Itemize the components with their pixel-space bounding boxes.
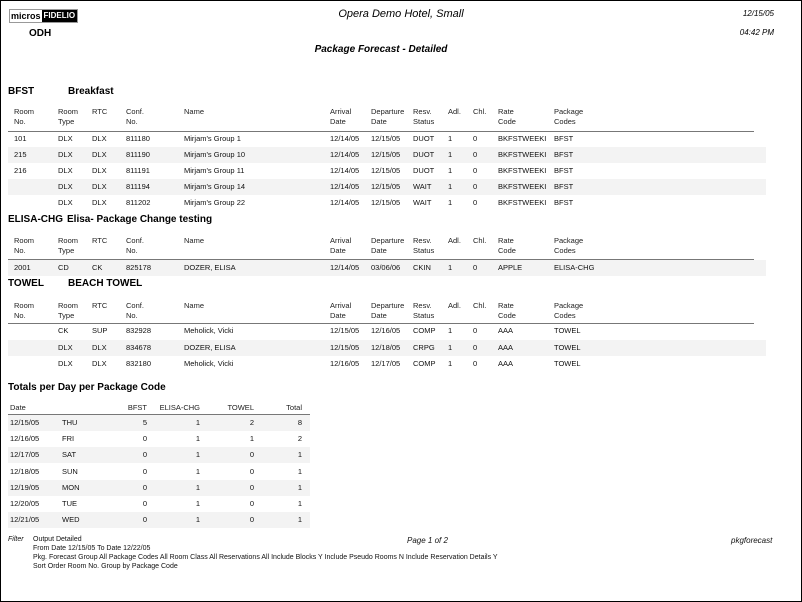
totals-total-cell: 1 xyxy=(297,515,302,525)
column-header-rate-code-line2: Code xyxy=(498,311,516,320)
rtc-cell: DLX xyxy=(92,182,107,191)
column-header-package-codes-line2: Codes xyxy=(554,117,576,126)
column-header-arrival-date-line1: Arrival xyxy=(330,301,352,310)
rate-code-cell: BKFSTWEEKI xyxy=(498,150,547,159)
totals-bfst-cell: 0 xyxy=(142,482,147,492)
departure-date-cell: 12/18/05 xyxy=(371,342,401,352)
resv-status-cell: DUOT xyxy=(413,150,435,159)
filter-label: Filter xyxy=(8,536,24,543)
totals-towel-cell: 0 xyxy=(249,466,254,476)
adults-cell: 1 xyxy=(448,134,453,143)
package-codes-cell: BFST xyxy=(554,198,574,207)
rtc-cell: DLX xyxy=(92,198,107,207)
hotel-name: Opera Demo Hotel, Small xyxy=(338,8,464,20)
column-header-rate-code-line1: Rate xyxy=(498,236,514,245)
name-cell: Mirjam's Group 14 xyxy=(184,182,246,191)
column-header-room-type-line1: Room xyxy=(58,236,79,245)
section-code: ELISA-CHG xyxy=(8,214,63,225)
property-code: ODH xyxy=(29,28,52,39)
column-header-room-no-line2: No. xyxy=(14,311,26,320)
package-codes-cell: BFST xyxy=(554,182,574,191)
departure-date-cell: 12/16/05 xyxy=(371,326,401,335)
column-header-departure-date-line2: Date xyxy=(371,311,387,320)
column-header-children-line1: Chl. xyxy=(473,236,487,245)
resv-status-cell: CKIN xyxy=(413,263,431,272)
column-header-conf-no-line1: Conf. xyxy=(126,107,144,116)
totals-total-cell: 1 xyxy=(297,450,302,460)
column-header-conf-no-line2: No. xyxy=(126,117,138,126)
conf-no-cell: 811190 xyxy=(126,150,150,159)
totals-total-cell: 2 xyxy=(297,434,302,444)
column-header-rtc-line1: RTC xyxy=(92,301,108,310)
departure-date-cell: 12/17/05 xyxy=(371,359,401,368)
column-header-room-no-line1: Room xyxy=(14,301,35,310)
package-codes-cell: BFST xyxy=(554,150,574,159)
column-header-name-line1: Name xyxy=(184,301,205,310)
adults-cell: 1 xyxy=(448,263,453,272)
rate-code-cell: APPLE xyxy=(498,263,523,272)
conf-no-cell: 825178 xyxy=(126,263,152,272)
totals-day-cell: THU xyxy=(62,418,78,427)
departure-date-cell: 12/15/05 xyxy=(371,182,401,191)
package-codes-cell: BFST xyxy=(554,134,574,143)
column-header-children-line1: Chl. xyxy=(473,107,487,116)
column-header-arrival-date-line1: Arrival xyxy=(330,236,352,245)
adults-cell: 1 xyxy=(448,342,453,352)
column-header-resv-status-line1: Resv. xyxy=(413,301,432,310)
rtc-cell: DLX xyxy=(92,359,107,368)
arrival-date-cell: 12/14/05 xyxy=(330,166,360,175)
column-header-departure-date-line1: Departure xyxy=(371,301,405,310)
column-header-conf-no-line1: Conf. xyxy=(126,236,144,245)
room-no-cell: 216 xyxy=(14,166,27,175)
arrival-date-cell: 12/14/05 xyxy=(330,134,360,143)
adults-cell: 1 xyxy=(448,359,453,368)
totals-towel-cell: 0 xyxy=(249,515,254,525)
filter-line: From Date 12/15/05 To Date 12/22/05 xyxy=(33,545,151,552)
package-codes-cell: ELISA-CHG xyxy=(554,263,595,272)
totals-elisa-chg-cell: 1 xyxy=(195,515,200,525)
resv-status-cell: COMP xyxy=(413,326,436,335)
column-header-departure-date-line1: Departure xyxy=(371,107,405,116)
totals-total-cell: 1 xyxy=(297,499,302,508)
column-header-room-no-line2: No. xyxy=(14,246,26,255)
column-header-departure-date-line1: Departure xyxy=(371,236,405,245)
logo-left: micros xyxy=(11,11,41,21)
column-header-conf-no-line2: No. xyxy=(126,311,138,320)
totals-date-cell: 12/15/05 xyxy=(10,418,40,427)
column-header-name-line1: Name xyxy=(184,236,205,245)
totals-bfst-cell: 0 xyxy=(142,466,147,476)
name-cell: Mirjam's Group 22 xyxy=(184,198,246,207)
column-header-arrival-date-line2: Date xyxy=(330,311,346,320)
resv-status-cell: CRPG xyxy=(413,342,435,352)
totals-header-elisa-chg: ELISA-CHG xyxy=(159,403,200,412)
totals-date-cell: 12/21/05 xyxy=(10,515,40,525)
column-header-rtc-line1: RTC xyxy=(92,236,108,245)
column-header-rate-code-line2: Code xyxy=(498,117,516,126)
conf-no-cell: 811194 xyxy=(126,182,150,191)
column-header-rate-code-line2: Code xyxy=(498,246,516,255)
totals-day-cell: FRI xyxy=(62,434,75,444)
children-cell: 0 xyxy=(473,359,478,368)
totals-elisa-chg-cell: 1 xyxy=(195,466,200,476)
rate-code-cell: BKFSTWEEKI xyxy=(498,166,547,175)
totals-elisa-chg-cell: 1 xyxy=(195,499,200,508)
totals-date-cell: 12/20/05 xyxy=(10,499,40,508)
name-cell: Mirjam's Group 1 xyxy=(184,134,241,143)
report-title: Package Forecast - Detailed xyxy=(314,44,448,55)
arrival-date-cell: 12/14/05 xyxy=(330,150,360,159)
page-number: Page 1 of 2 xyxy=(407,536,448,545)
totals-elisa-chg-cell: 1 xyxy=(195,418,200,427)
rtc-cell: CK xyxy=(92,263,103,272)
column-header-children-line1: Chl. xyxy=(473,301,487,310)
totals-total-cell: 1 xyxy=(297,482,302,492)
column-header-resv-status-line1: Resv. xyxy=(413,107,432,116)
filter-line: Pkg. Forecast Group All Package Codes All Room Class All Reservations All Include Blocks Y Include Pseudo Rooms N Include Reservation Details Y xyxy=(33,554,498,561)
room-type-cell: DLX xyxy=(58,198,73,207)
rtc-cell: DLX xyxy=(92,134,107,143)
totals-day-cell: MON xyxy=(62,482,80,492)
column-header-room-no-line1: Room xyxy=(14,107,35,116)
column-header-package-codes-line1: Package xyxy=(554,301,584,310)
package-codes-cell: BFST xyxy=(554,166,574,175)
conf-no-cell: 811180 xyxy=(126,134,150,143)
departure-date-cell: 12/15/05 xyxy=(371,166,401,175)
report-time: 04:42 PM xyxy=(739,28,774,37)
column-header-departure-date-line2: Date xyxy=(371,246,387,255)
section-description: Elisa- Package Change testing xyxy=(67,214,213,225)
totals-bfst-cell: 0 xyxy=(142,515,147,525)
column-header-arrival-date-line1: Arrival xyxy=(330,107,352,116)
rate-code-cell: AAA xyxy=(498,342,514,352)
children-cell: 0 xyxy=(473,263,478,272)
totals-date-cell: 12/18/05 xyxy=(10,466,40,476)
totals-bfst-cell: 0 xyxy=(142,434,147,444)
totals-bfst-cell: 5 xyxy=(142,418,147,427)
section-description: Breakfast xyxy=(68,86,114,97)
adults-cell: 1 xyxy=(448,198,453,207)
rtc-cell: DLX xyxy=(92,166,107,175)
children-cell: 0 xyxy=(473,198,478,207)
totals-date-cell: 12/16/05 xyxy=(10,434,40,444)
name-cell: DOZER, ELISA xyxy=(184,342,236,352)
report-name: pkgforecast xyxy=(731,536,773,545)
room-type-cell: DLX xyxy=(58,150,73,159)
column-header-resv-status-line2: Status xyxy=(413,246,435,255)
departure-date-cell: 12/15/05 xyxy=(371,134,401,143)
rate-code-cell: BKFSTWEEKI xyxy=(498,134,547,143)
totals-towel-cell: 0 xyxy=(249,499,254,508)
column-header-package-codes-line1: Package xyxy=(554,107,584,116)
rtc-cell: DLX xyxy=(92,150,107,159)
name-cell: Mirjam's Group 11 xyxy=(184,166,245,175)
rate-code-cell: BKFSTWEEKI xyxy=(498,198,547,207)
totals-elisa-chg-cell: 1 xyxy=(195,482,200,492)
column-header-resv-status-line2: Status xyxy=(413,117,435,126)
package-codes-cell: TOWEL xyxy=(554,326,581,335)
column-header-name-line1: Name xyxy=(184,107,205,116)
room-no-cell: 2001 xyxy=(14,263,31,272)
totals-header-date: Date xyxy=(10,403,26,412)
name-cell: Mirjam's Group 10 xyxy=(184,150,246,159)
resv-status-cell: DUOT xyxy=(413,134,435,143)
filter-line: Output Detailed xyxy=(33,536,82,543)
totals-bfst-cell: 0 xyxy=(142,450,147,460)
totals-header-total: Total xyxy=(286,403,302,412)
rtc-cell: DLX xyxy=(92,342,107,352)
resv-status-cell: WAIT xyxy=(413,182,432,191)
totals-day-cell: SAT xyxy=(62,450,77,460)
conf-no-cell: 811191 xyxy=(126,166,150,175)
room-type-cell: CK xyxy=(58,326,69,335)
column-header-package-codes-line2: Codes xyxy=(554,311,576,320)
totals-date-cell: 12/19/05 xyxy=(10,482,40,492)
departure-date-cell: 03/06/06 xyxy=(371,263,401,272)
column-header-rate-code-line1: Rate xyxy=(498,107,514,116)
arrival-date-cell: 12/14/05 xyxy=(330,182,360,191)
column-header-room-no-line2: No. xyxy=(14,117,26,126)
totals-towel-cell: 1 xyxy=(249,434,254,444)
arrival-date-cell: 12/15/05 xyxy=(330,326,360,335)
column-header-departure-date-line2: Date xyxy=(371,117,387,126)
room-type-cell: DLX xyxy=(58,342,73,352)
rate-code-cell: AAA xyxy=(498,359,514,368)
rate-code-cell: AAA xyxy=(498,326,514,335)
totals-day-cell: TUE xyxy=(62,499,77,508)
totals-bfst-cell: 0 xyxy=(142,499,147,508)
column-header-adults-line1: Adl. xyxy=(448,107,461,116)
departure-date-cell: 12/15/05 xyxy=(371,150,401,159)
conf-no-cell: 832180 xyxy=(126,359,152,368)
column-header-arrival-date-line2: Date xyxy=(330,246,346,255)
column-header-room-no-line1: Room xyxy=(14,236,35,245)
adults-cell: 1 xyxy=(448,326,453,335)
totals-towel-cell: 0 xyxy=(249,482,254,492)
column-header-adults-line1: Adl. xyxy=(448,301,461,310)
section-title xyxy=(8,214,212,225)
room-type-cell: DLX xyxy=(58,134,73,143)
departure-date-cell: 12/15/05 xyxy=(371,198,401,207)
conf-no-cell: 832928 xyxy=(126,326,152,335)
children-cell: 0 xyxy=(473,134,478,143)
totals-title: Totals per Day per Package Code xyxy=(8,382,166,393)
children-cell: 0 xyxy=(473,342,478,352)
totals-date-cell: 12/17/05 xyxy=(10,450,40,460)
column-header-room-type-line2: Type xyxy=(58,117,75,126)
column-header-room-type-line1: Room xyxy=(58,301,79,310)
column-header-rate-code-line1: Rate xyxy=(498,301,514,310)
column-header-package-codes-line1: Package xyxy=(554,236,584,245)
room-type-cell: DLX xyxy=(58,182,73,191)
totals-elisa-chg-cell: 1 xyxy=(195,434,200,444)
arrival-date-cell: 12/15/05 xyxy=(330,342,360,352)
column-header-resv-status-line1: Resv. xyxy=(413,236,432,245)
adults-cell: 1 xyxy=(448,150,453,159)
name-cell: Meholick, Vicki xyxy=(184,326,234,335)
arrival-date-cell: 12/16/05 xyxy=(330,359,360,368)
package-codes-cell: TOWEL xyxy=(554,342,581,352)
section-code: BFST xyxy=(8,86,35,97)
totals-day-cell: WED xyxy=(62,515,80,525)
children-cell: 0 xyxy=(473,182,478,191)
column-header-adults-line1: Adl. xyxy=(448,236,461,245)
column-header-conf-no-line1: Conf. xyxy=(126,301,144,310)
room-type-cell: DLX xyxy=(58,359,73,368)
totals-total-cell: 8 xyxy=(297,418,302,427)
totals-header-bfst: BFST xyxy=(127,403,147,412)
adults-cell: 1 xyxy=(448,166,453,175)
totals-header-towel: TOWEL xyxy=(227,403,254,412)
column-header-room-type-line2: Type xyxy=(58,246,75,255)
resv-status-cell: DUOT xyxy=(413,166,435,175)
totals-day-cell: SUN xyxy=(62,466,78,476)
rtc-cell: SUP xyxy=(92,326,108,335)
room-type-cell: CD xyxy=(58,263,69,272)
totals-total-cell: 1 xyxy=(297,466,302,476)
column-header-room-type-line2: Type xyxy=(58,311,75,320)
column-header-room-type-line1: Room xyxy=(58,107,79,116)
children-cell: 0 xyxy=(473,326,478,335)
room-no-cell: 101 xyxy=(14,134,27,143)
name-cell: Meholick, Vicki xyxy=(184,359,234,368)
section-description: BEACH TOWEL xyxy=(68,278,143,289)
children-cell: 0 xyxy=(473,150,478,159)
totals-elisa-chg-cell: 1 xyxy=(195,450,200,460)
filter-line: Sort Order Room No. Group by Package Code xyxy=(33,563,178,570)
column-header-arrival-date-line2: Date xyxy=(330,117,346,126)
name-cell: DOZER, ELISA xyxy=(184,263,236,272)
room-no-cell: 215 xyxy=(14,150,27,159)
resv-status-cell: WAIT xyxy=(413,198,432,207)
conf-no-cell: 811202 xyxy=(126,198,151,207)
arrival-date-cell: 12/14/05 xyxy=(330,198,360,207)
column-header-package-codes-line2: Codes xyxy=(554,246,576,255)
room-type-cell: DLX xyxy=(58,166,73,175)
arrival-date-cell: 12/14/05 xyxy=(330,263,360,272)
totals-towel-cell: 2 xyxy=(249,418,254,427)
rate-code-cell: BKFSTWEEKI xyxy=(498,182,547,191)
conf-no-cell: 834678 xyxy=(126,342,152,352)
section-code: TOWEL xyxy=(8,278,44,289)
resv-status-cell: COMP xyxy=(413,359,436,368)
adults-cell: 1 xyxy=(448,182,453,191)
report-date: 12/15/05 xyxy=(742,9,774,18)
package-codes-cell: TOWEL xyxy=(554,359,581,368)
column-header-conf-no-line2: No. xyxy=(126,246,138,255)
column-header-resv-status-line2: Status xyxy=(413,311,435,320)
logo-right: FIDELIO xyxy=(43,11,76,20)
totals-towel-cell: 0 xyxy=(249,450,254,460)
children-cell: 0 xyxy=(473,166,478,175)
column-header-rtc-line1: RTC xyxy=(92,107,108,116)
